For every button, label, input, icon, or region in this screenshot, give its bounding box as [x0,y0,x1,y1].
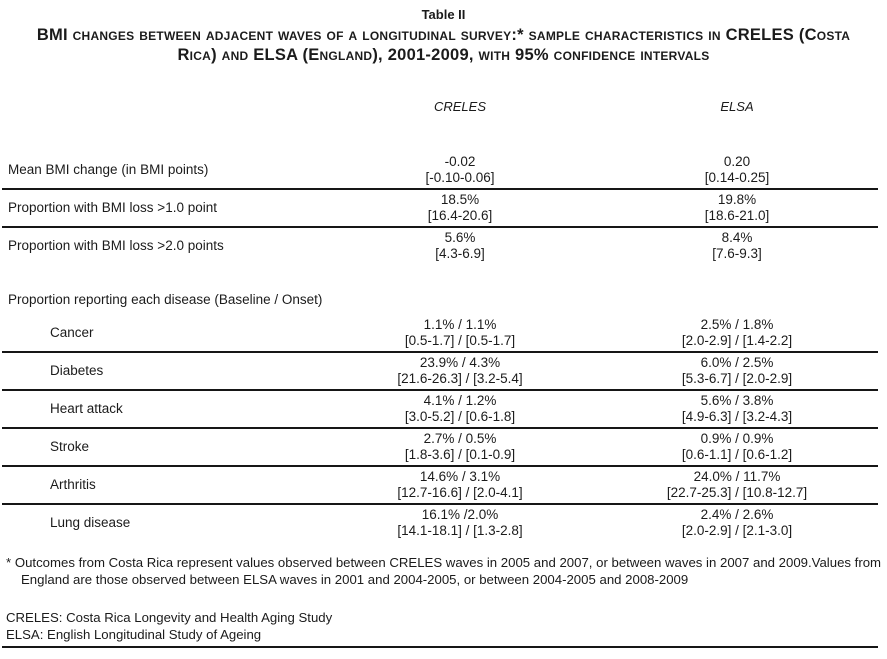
row-label: Lung disease [50,515,131,530]
row-label: Proportion with BMI loss >1.0 point [2,189,352,227]
row-label: Mean BMI change (in BMI points) [2,152,352,189]
creles-cell [352,227,568,264]
value: 1.1% / 1.1% [423,317,497,332]
table-row [2,390,878,428]
section-header: Proportion reporting each disease (Baseline / Onset) [8,292,323,307]
table-title: BMI changes between adjacent waves of a longitudinal survey:* sample characteristics in CRELES (Costa Rica) and ELSA (England), 2001-2009, with 95% confidence intervals [36,26,851,64]
value: 18.5% [440,192,480,207]
elsa-cell [568,352,878,390]
abbreviation-elsa: ELSA: English Longitudinal Study of Ageing [6,627,262,642]
bottom-rule [2,646,878,648]
value: 4.1% / 1.2% [423,393,497,408]
creles-cell [352,152,568,189]
elsa-cell [568,315,878,352]
confidence-interval: [2.0-2.9] / [1.4-2.2] [681,333,793,348]
creles-cell [352,466,568,504]
column-header-elsa: ELSA [720,99,754,114]
abbreviation-list [6,609,887,643]
value: 14.6% / 3.1% [419,469,501,484]
value: 8.4% [721,230,753,245]
creles-cell [352,315,568,352]
column-header-creles: CRELES [433,99,487,114]
value: 19.8% [717,192,757,207]
row-label: Arthritis [2,466,352,504]
table-row [2,352,878,390]
row-label: Cancer [2,315,352,352]
confidence-interval: [16.4-20.6] [427,208,493,223]
table-row [2,504,878,541]
value: 5.6% [444,230,476,245]
creles-cell [352,504,568,541]
creles-cell [352,390,568,428]
value: 23.9% / 4.3% [419,355,501,370]
value: 5.6% / 3.8% [700,393,774,408]
value: 16.1% /2.0% [421,507,499,522]
confidence-interval: [0.14-0.25] [704,170,770,185]
value: 2.5% / 1.8% [700,317,774,332]
table-row [2,315,878,352]
confidence-interval: [0.5-1.7] / [0.5-1.7] [404,333,516,348]
elsa-cell [568,152,878,189]
creles-cell [352,352,568,390]
confidence-interval: [2.0-2.9] / [2.1-3.0] [681,523,793,538]
elsa-cell [568,466,878,504]
confidence-interval: [21.6-26.3] / [3.2-5.4] [397,371,523,386]
value: 6.0% / 2.5% [700,355,774,370]
table-row [2,152,878,189]
value: 0.20 [723,154,751,169]
confidence-interval: [1.8-3.6] / [0.1-0.9] [404,447,516,462]
value: 2.4% / 2.6% [700,507,774,522]
elsa-cell [568,504,878,541]
table-row [2,466,878,504]
value: 24.0% / 11.7% [693,469,781,484]
confidence-interval: [4.3-6.9] [435,246,485,261]
value: 0.9% / 0.9% [700,431,774,446]
confidence-interval: [18.6-21.0] [704,208,770,223]
elsa-cell [568,428,878,466]
header-row [2,99,878,152]
confidence-interval: [3.0-5.2] / [0.6-1.8] [404,409,516,424]
elsa-cell [568,189,878,227]
confidence-interval: [4.9-6.3] / [3.2-4.3] [681,409,793,424]
confidence-interval: [5.3-6.7] / [2.0-2.9] [681,371,793,386]
creles-cell [352,189,568,227]
confidence-interval: [12.7-16.6] / [2.0-4.1] [397,485,523,500]
row-label: Diabetes [2,352,352,390]
row-label: Proportion with BMI loss >2.0 points [8,238,224,253]
confidence-interval: [7.6-9.3] [712,246,762,261]
footnote [6,554,885,588]
column-header-empty [2,99,352,152]
confidence-interval: [22.7-25.3] / [10.8-12.7] [666,485,808,500]
confidence-interval: [0.6-1.1] / [0.6-1.2] [681,447,793,462]
elsa-cell [568,227,878,264]
value: -0.02 [444,154,476,169]
footnote-marker: * [6,555,12,570]
value: 2.7% / 0.5% [423,431,497,446]
confidence-interval: [-0.10-0.06] [425,170,495,185]
table-row [2,189,878,227]
creles-cell [352,428,568,466]
row-label: Heart attack [2,390,352,428]
data-table [2,99,878,541]
table-number: Table II [421,7,466,22]
footnote-text: Outcomes from Costa Rica represent values observed between CRELES waves in 2005 and 2007, or between waves in 2007 and 2009.Values from England are those observed between ELSA waves in 2001 and 2004-2005, or between 2004-2005 and 2008-2009 [14,555,882,587]
elsa-cell [568,390,878,428]
confidence-interval: [14.1-18.1] / [1.3-2.8] [397,523,523,538]
abbreviation-creles: CRELES: Costa Rica Longevity and Health Aging Study [6,610,333,625]
table-row [2,227,878,264]
row-label: Stroke [2,428,352,466]
section-header-row [2,264,878,315]
table-row [2,428,878,466]
